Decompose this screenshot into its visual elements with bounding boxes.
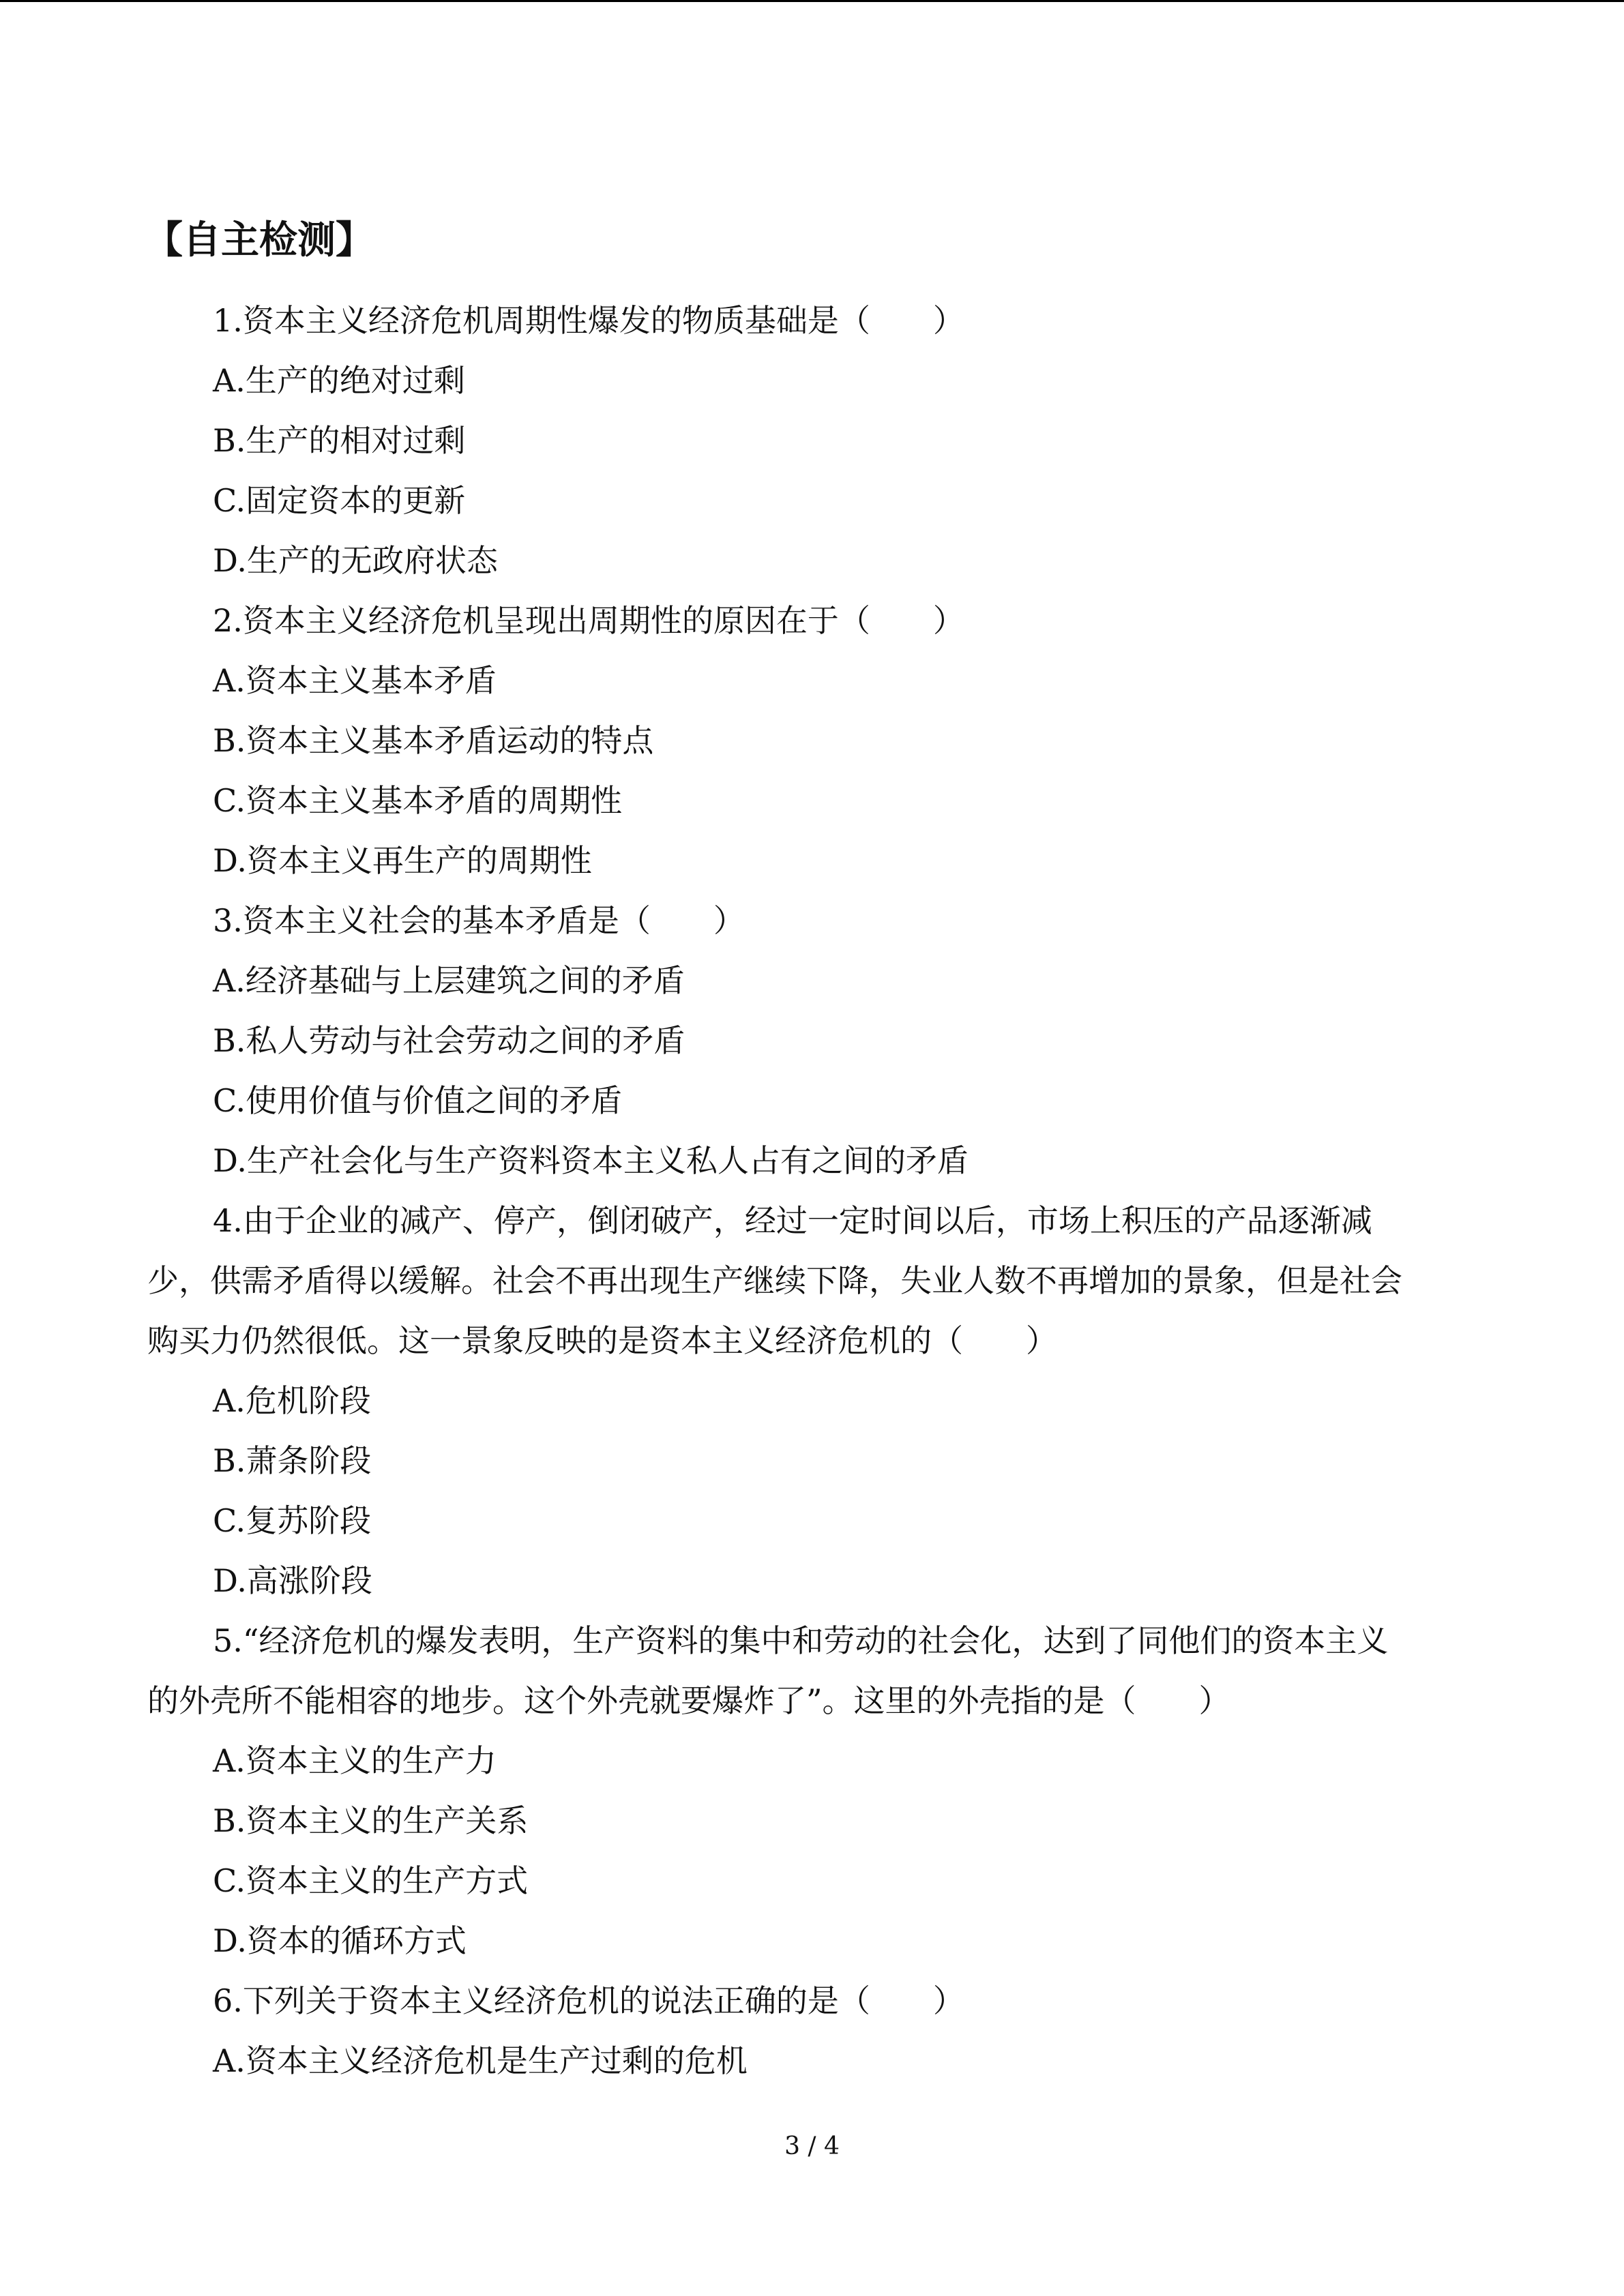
option-b: B.资本主义基本矛盾运动的特点 <box>213 722 654 759</box>
option-d: D.生产社会化与生产资料资本主义私人占有之间的矛盾 <box>213 1142 969 1179</box>
option-b: B.资本主义的生产关系 <box>213 1802 529 1839</box>
option-a: A.资本主义基本矛盾 <box>213 662 497 699</box>
option-d: D.资本的循环方式 <box>213 1922 467 1959</box>
page-number: 3 / 4 <box>784 2132 840 2160</box>
option-c: C.复苏阶段 <box>213 1502 372 1539</box>
option-b: B.私人劳动与社会劳动之间的矛盾 <box>213 1022 685 1059</box>
option-a: A.生产的绝对过剩 <box>213 362 465 399</box>
option-b: B.萧条阶段 <box>213 1442 372 1479</box>
question-stem-line: 2.资本主义经济危机呈现出周期性的原因在于（ ） <box>213 602 964 639</box>
question-stem-line: 的外壳所不能相容的地步。这个外壳就要爆炸了”。这里的外壳指的是（ ） <box>147 1682 1230 1719</box>
question-6 <box>147 1971 1460 2091</box>
question-list <box>147 290 1460 2091</box>
question-5 <box>147 1611 1460 1971</box>
option-c: C.资本主义的生产方式 <box>213 1862 529 1899</box>
question-stem-line: 6.下列关于资本主义经济危机的说法正确的是（ ） <box>213 1982 964 2019</box>
option-c: C.资本主义基本矛盾的周期性 <box>213 782 623 819</box>
question-stem-line: 少，供需矛盾得以缓解。社会不再出现生产继续下降，失业人数不再增加的景象，但是社会 <box>147 1262 1402 1299</box>
question-2 <box>147 591 1460 891</box>
question-stem-line: 3.资本主义社会的基本矛盾是（ ） <box>213 902 745 939</box>
question-stem-line: 5.“经济危机的爆发表明，生产资料的集中和劳动的社会化，达到了同他们的资本主义 <box>213 1622 1389 1659</box>
question-3 <box>147 891 1460 1191</box>
option-b: B.生产的相对过剩 <box>213 422 466 459</box>
option-a: A.危机阶段 <box>213 1382 371 1419</box>
question-stem-line: 购买力仍然很低。这一景象反映的是资本主义经济危机的（ ） <box>147 1322 1057 1359</box>
option-d: D.高涨阶段 <box>213 1562 372 1599</box>
question-4 <box>147 1191 1460 1611</box>
option-d: D.资本主义再生产的周期性 <box>213 842 592 879</box>
top-border-line <box>0 0 1624 2</box>
option-a: A.资本主义经济危机是生产过剩的危机 <box>213 2042 748 2079</box>
option-a: A.资本主义的生产力 <box>213 1742 497 1779</box>
question-stem-line: 4.由于企业的减产、停产，倒闭破产，经过一定时间以后，市场上积压的产品逐渐减 <box>213 1202 1372 1239</box>
option-a: A.经济基础与上层建筑之间的矛盾 <box>213 962 685 999</box>
question-1 <box>147 290 1460 591</box>
option-c: C.使用价值与价值之间的矛盾 <box>213 1082 623 1119</box>
option-c: C.固定资本的更新 <box>213 482 466 519</box>
option-d: D.生产的无政府状态 <box>213 542 498 579</box>
question-stem-line: 1.资本主义经济危机周期性爆发的物质基础是（ ） <box>213 302 964 339</box>
section-heading: 【自主检测】 <box>145 218 374 263</box>
